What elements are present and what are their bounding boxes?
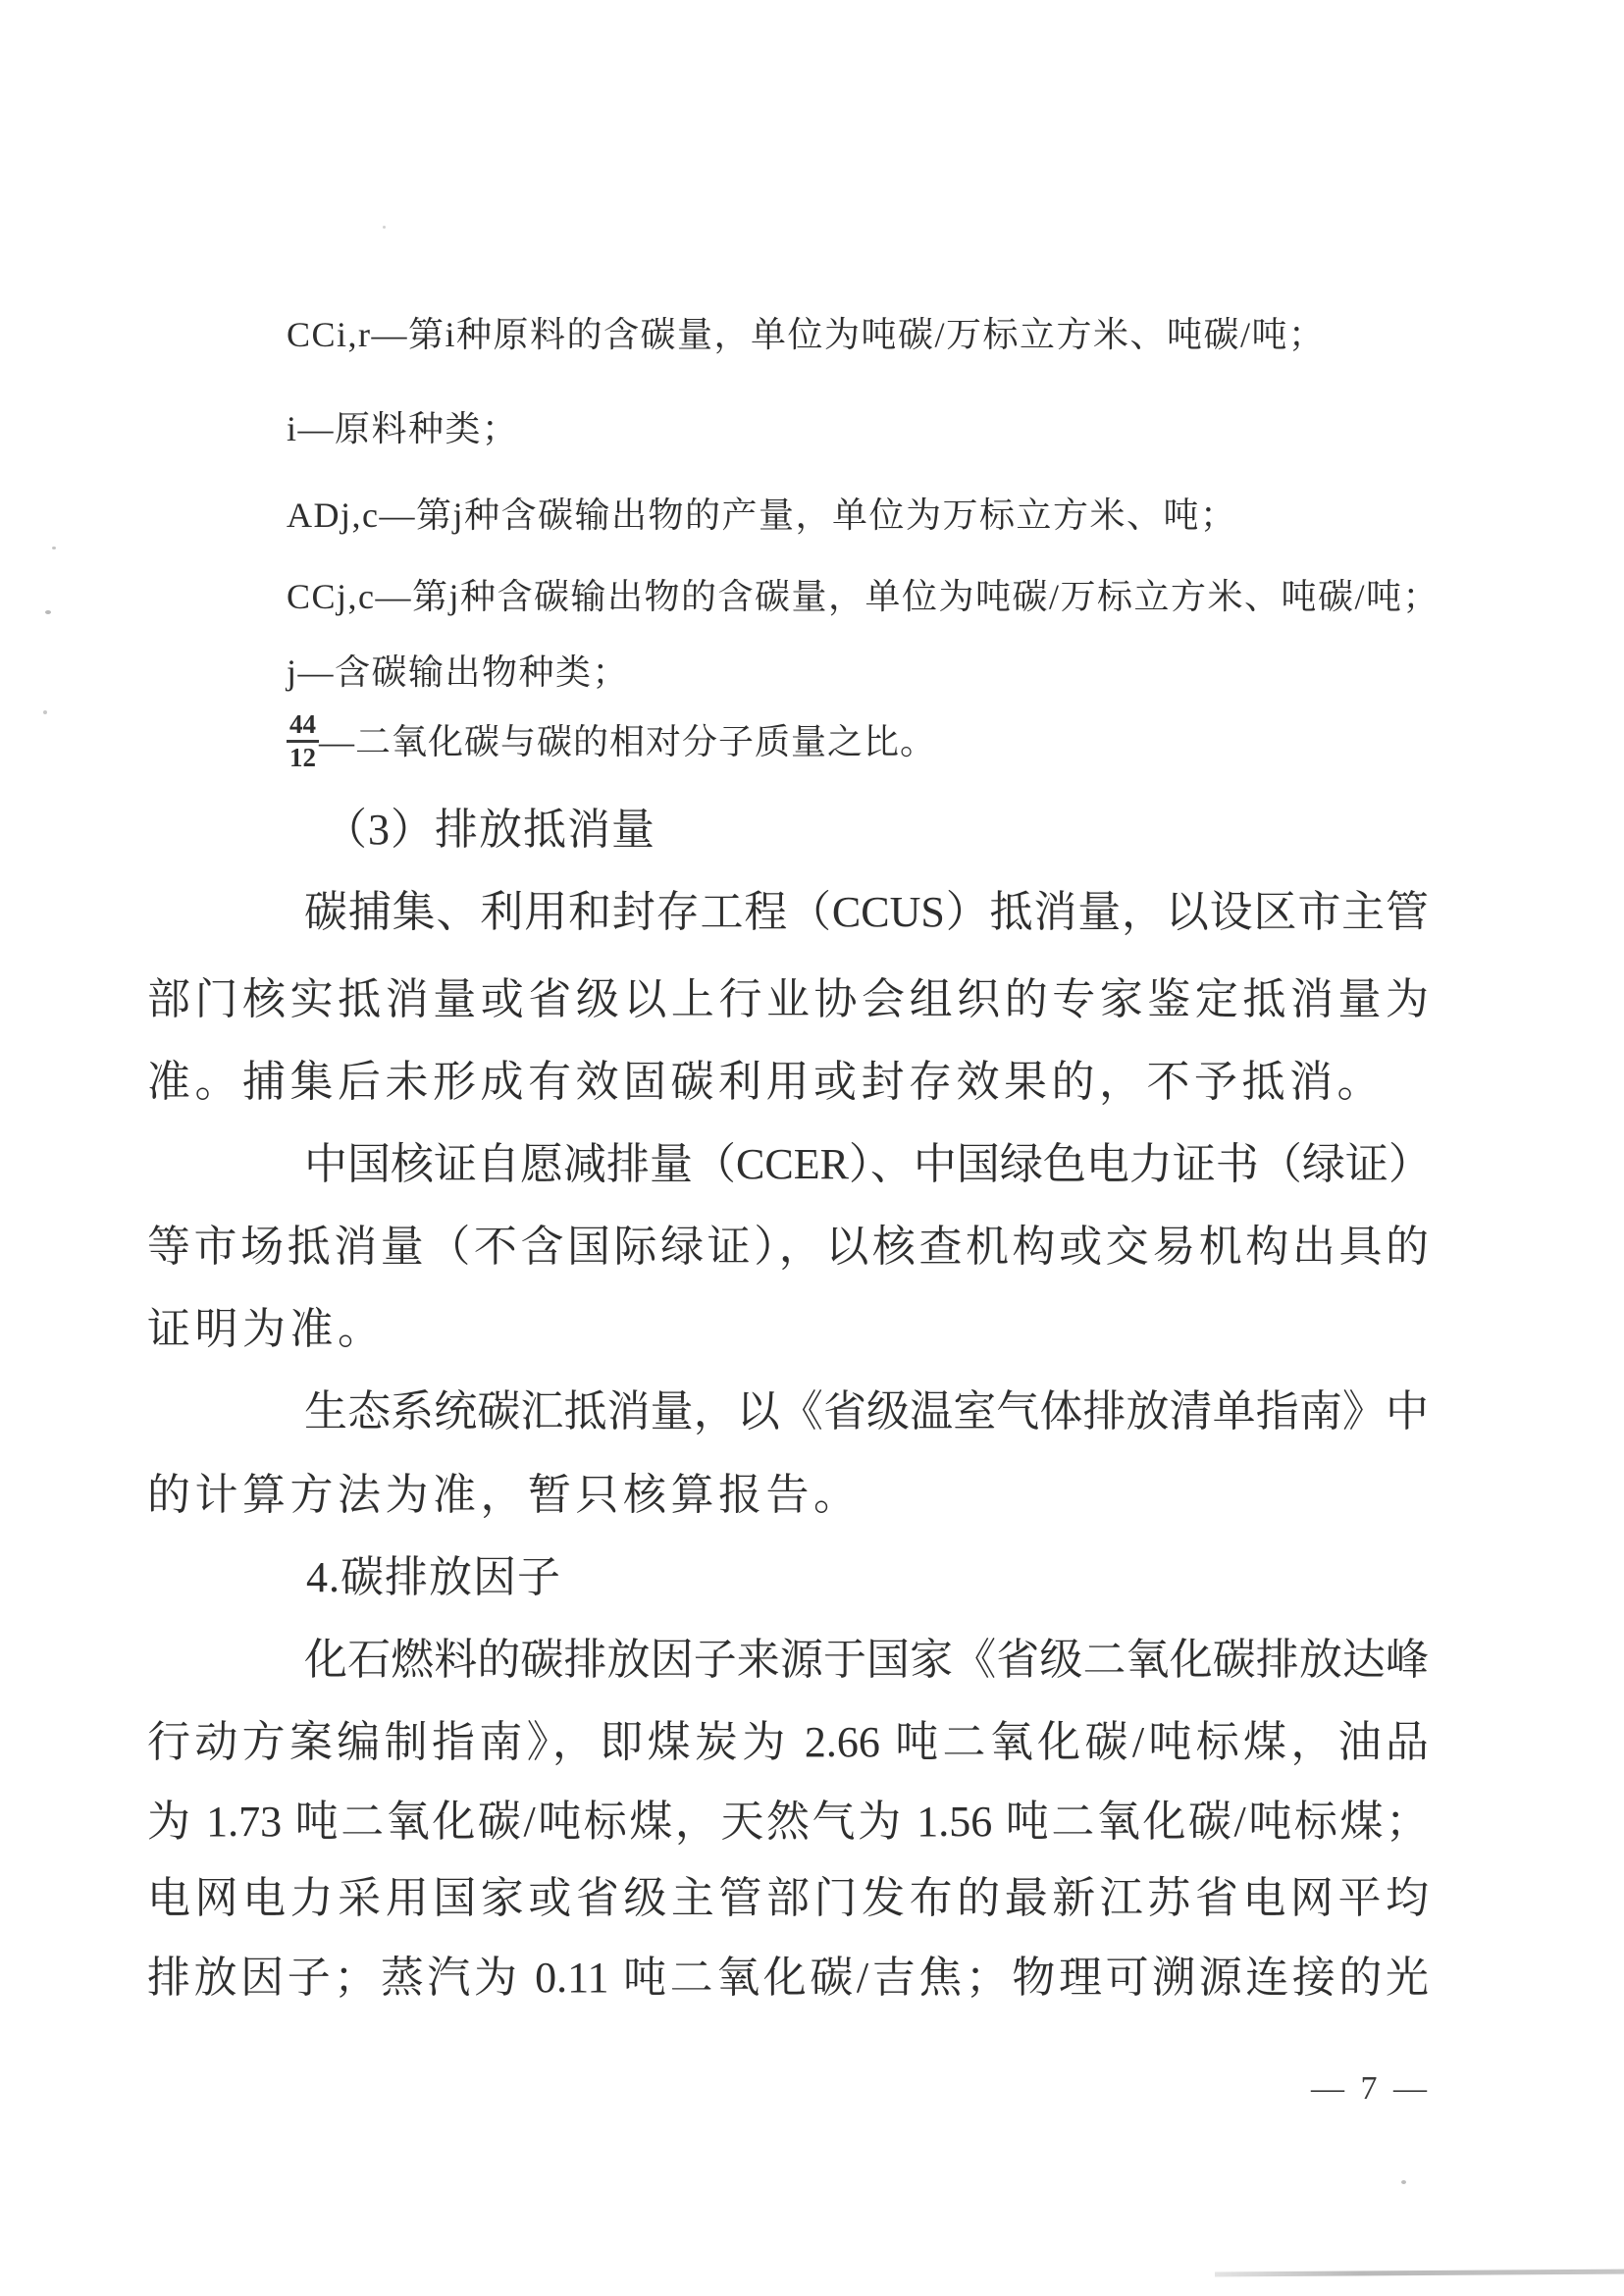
definition-fraction-44-12	[287, 710, 936, 772]
definition-j: j—含碳输出物种类；	[287, 652, 630, 692]
fraction-44-over-12	[287, 710, 319, 772]
scan-edge-shadow	[1215, 2270, 1624, 2277]
paragraph-ecosystem-line-1: 生态系统碳汇抵消量，以《省级温室气体排放清单指南》中	[304, 1387, 1429, 1435]
paragraph-ccer-line-1: 中国核证自愿减排量（CCER）、中国绿色电力证书（绿证）	[304, 1140, 1432, 1188]
paragraph-ecosystem-line-2: 的计算方法为准，暂只核算报告。	[147, 1471, 862, 1519]
fraction-numerator: 44	[287, 710, 319, 743]
definition-i: i—原料种类；	[287, 409, 519, 448]
definition-cci-r: CCi,r—第i种原料的含碳量，单位为吨碳/万标立方米、吨碳/吨；	[287, 315, 1326, 354]
paragraph-ccus-line-2: 部门核实抵消量或省级以上行业协会组织的专家鉴定抵消量为	[147, 975, 1429, 1023]
paragraph-factor-line-3: 为 1.73 吨二氧化碳/吨标煤，天然气为 1.56 吨二氧化碳/吨标煤；	[147, 1798, 1429, 1846]
section-heading-offset: （3）排放抵消量	[324, 806, 655, 854]
scan-speck	[52, 547, 56, 549]
paragraph-ccer-line-2: 等市场抵消量（不含国际绿证），以核查机构或交易机构出具的	[147, 1223, 1429, 1271]
paragraph-factor-line-4: 电网电力采用国家或省级主管部门发布的最新江苏省电网平均	[147, 1874, 1429, 1922]
definition-adj-c: ADj,c—第j种含碳输出物的产量，单位为万标立方米、吨；	[287, 496, 1237, 535]
paragraph-factor-line-2: 行动方案编制指南》，即煤炭为 2.66 吨二氧化碳/吨标煤，油品	[147, 1718, 1429, 1766]
paragraph-ccus-line-3: 准。捕集后未形成有效固碳利用或封存效果的，不予抵消。	[147, 1058, 1385, 1106]
paragraph-ccus-line-1: 碳捕集、利用和封存工程（CCUS）抵消量，以设区市主管	[304, 888, 1429, 936]
fraction-denominator: 12	[289, 743, 316, 773]
fraction-definition-text: —二氧化碳与碳的相对分子质量之比。	[319, 721, 937, 761]
paragraph-factor-line-1: 化石燃料的碳排放因子来源于国家《省级二氧化碳排放达峰	[304, 1636, 1429, 1684]
scan-speck	[383, 226, 386, 229]
scan-speck	[43, 710, 47, 714]
section-heading-emission-factor: 4.碳排放因子	[306, 1553, 561, 1601]
paragraph-factor-line-5: 排放因子；蒸汽为 0.11 吨二氧化碳/吉焦；物理可溯源连接的光	[147, 1954, 1429, 2002]
scan-speck	[1401, 2180, 1406, 2184]
page-number: — 7 —	[1311, 2070, 1431, 2107]
scan-speck	[45, 610, 51, 614]
definition-ccj-c: CCj,c—第j种含碳输出物的含碳量，单位为吨碳/万标立方米、吨碳/吨；	[287, 577, 1441, 616]
paragraph-ccer-line-3: 证明为准。	[147, 1305, 386, 1353]
